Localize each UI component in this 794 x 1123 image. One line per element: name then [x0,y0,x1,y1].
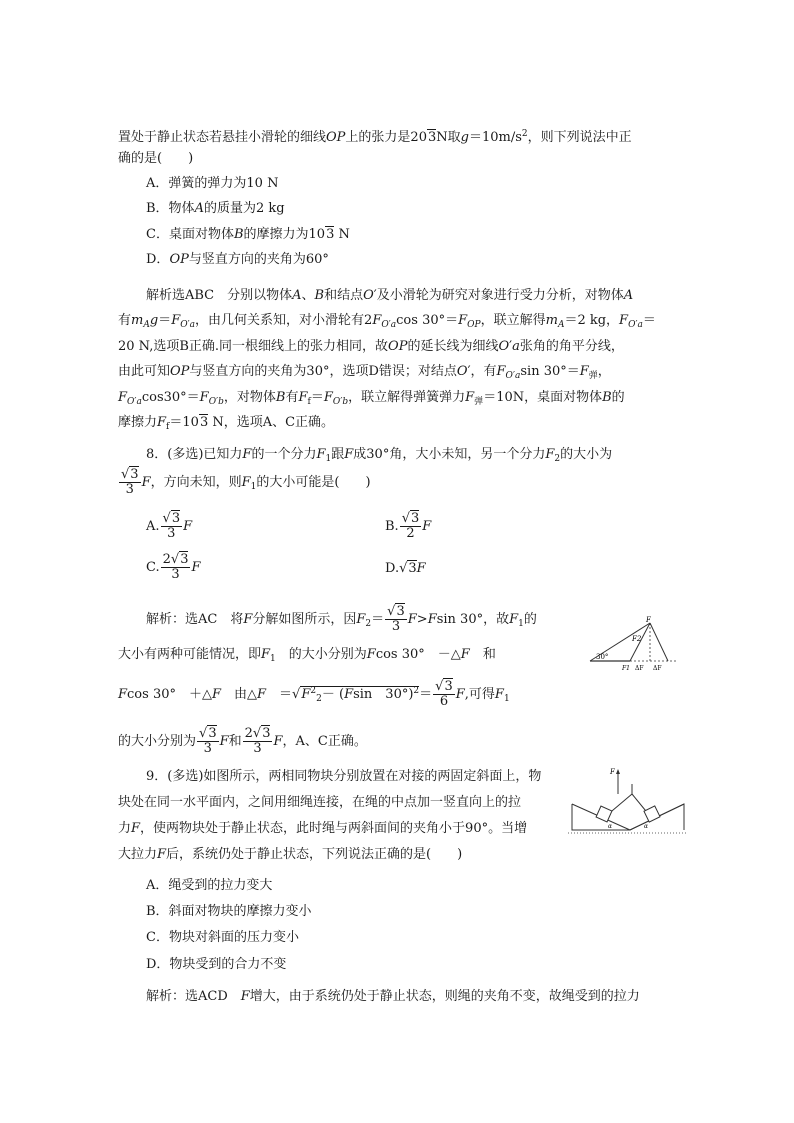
stem-line-1: 置处于静止状态若悬挂小滑轮的细线OP上的张力是203N取$g=10m/s^2$，则下列说法中正 [118,129,632,145]
q8-option-d: D.√3F [385,561,426,576]
q7-solution-line-2: 有$m_Ag=F_{O'a}$，由几何关系知，对小滑轮有$2F_{O'a}\cos$ $30^\circ=F_{OP}$，联立解得$m_A=2$ kg，$F_{O'a}=$ [118,313,656,330]
figure8-label-f: F [646,616,651,624]
figure8-label-f2: F2 [632,635,642,643]
figure9-ground [572,804,684,830]
q8-solution-line-1: 解析：选AC 将F分解如图所示，因$F_2=$ $\frac{√3}{3}$ F>Fsin 30°，故$F_1$的 [146,604,537,634]
q7-option-b: B．物体A的质量为2 kg [146,201,285,216]
figure9-arrow-head [616,769,620,774]
inclined-planes-figure [568,764,688,836]
figure8-label-delta-f-1: ΔF [635,665,644,672]
q7-solution-line-4: 由此可知OP与竖直方向的夹角为30°，选项D错误；对结点O′，有$F_{O'a}\sin$ $30^\circ=F_弹$， [118,364,611,381]
q9-option-a: A．绳受到的拉力变大 [146,878,273,893]
q8-line-2: $\frac{√3}{3}$ F，方向未知，则$F_1$的大小可能是( ) [121,467,371,497]
q8-line-1: 8．(多选)已知力F的一个分力$F_1$跟F成30°角，大小未知，另一个分力$F_2$的大小为 [146,447,613,464]
figure8-label-angle: 30° [596,653,609,661]
figure9-label-f: F [610,768,615,776]
figure9-label-alpha-right: α [644,823,649,830]
figure8-label-f1: F1 [622,665,630,672]
q7-solution-line-5: $F_{O'a}\cos 30^\circ=F_{O'b}$，对物体B有$F_f=F_{O'b}$，联立解得弹簧弹力$F_弹=10N$，桌面对物体B的 [118,390,625,407]
q7-solution-line-1: 解析选ABC 分别以物体A、B和结点O′及小滑轮为研究对象进行受力分析，对物体A [146,288,634,303]
q7-solution-line-3: 20 N,选项B正确.同一根细线上的张力相同，故OP的延长线为细线O′a张角的角平分线， [118,339,624,354]
q7-solution-line-6: 摩擦力$F_f=103$ N，选项A、C正确。 [118,415,335,432]
force-decomposition-figure [588,615,680,673]
q9-option-d: D．物块受到的合力不变 [146,957,287,972]
q7-option-d: D．OP与竖直方向的夹角为60° [146,252,329,267]
figure8-label-delta-f-2: ΔF [653,665,662,672]
q9-line-2: 块处在同一水平面内，之间用细绳连接，在绳的中点加一竖直向上的拉 [118,795,522,810]
q7-option-c: C．桌面对物体B的摩擦力为103 N [146,227,350,242]
q8-option-c: C. $\frac{2√3}{3}$ F [146,552,201,582]
q8-option-b: B. $\frac{√3}{2}$ F [385,511,432,541]
figure8-f2-right [650,623,668,661]
q7-option-a: A．弹簧的弹力为10 N [146,176,279,191]
figure9-label-alpha-left: α [608,823,613,830]
q8-solution-line-2: 大小有两种可能情况，即$F_1$ 的大小分别为Fcos 30° －△F 和 [118,647,496,664]
q9-line-3: 力F，使两物块处于静止状态，此时绳与两斜面间的夹角小于90°。当增 [118,821,528,836]
figure9-left-block [596,806,612,822]
q9-line-4: 大拉力F后，系统仍处于静止状态，下列说法正确的是( ) [118,847,463,862]
stem-line-2: 确的是( ) [118,151,194,166]
q9-line-1: 9．(多选)如图所示，两相同物块分别放置在对接的两固定斜面上，物 [146,769,542,784]
q9-option-b: B．斜面对物块的摩擦力变小 [146,904,312,919]
q8-option-a: A. $\frac{√3}{3}$ F [146,511,193,541]
figure9-right-block [644,806,660,822]
q8-solution-line-3: Fcos 30° ＋△F 由△F $=√F^2_2- (Fsin$ 30°)$^2$＝ $\frac{√3}{6}$ F,可得$F_1$ [118,679,510,709]
q9-option-c: C．物块对斜面的压力变小 [146,930,299,945]
q8-solution-line-4: 的大小分别为 $\frac{√3}{3}$ F和 $\frac{2√3}{3}$ F，A、C正确。 [118,726,367,756]
q9-solution-line-1: 解析：选ACD F增大，由于系统仍处于静止状态，则绳的夹角不变，故绳受到的拉力 [146,989,640,1004]
